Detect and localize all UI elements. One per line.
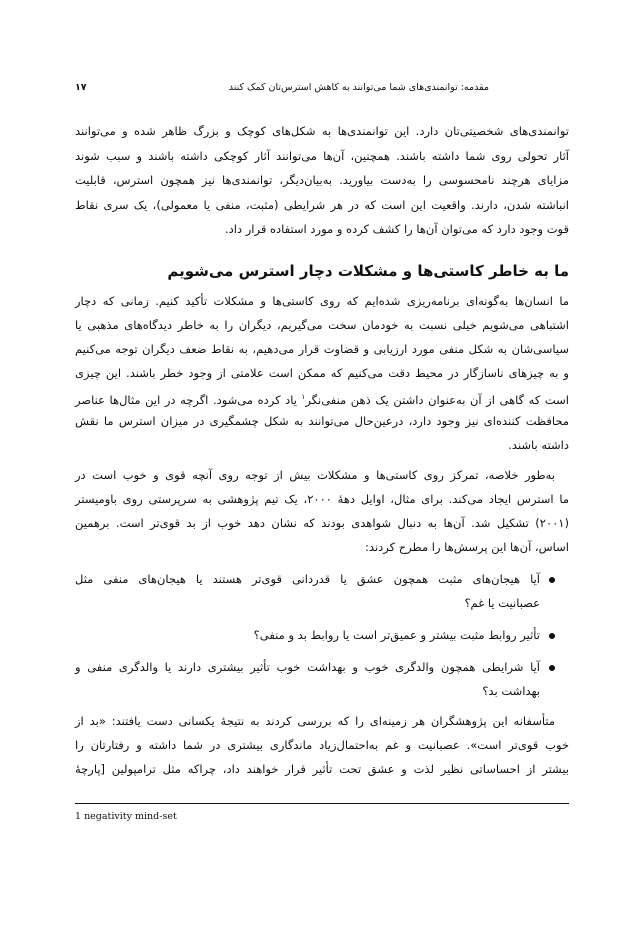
body-line: انباشته شدن، دارند. واقعیت این است که در هر شرایطی (مثبت، منفی یا معمولی)، یک سری نقاط <box>75 198 569 212</box>
body-line: اساس، آن‌ها این پرسش‌ها را مطرح کردند: <box>365 540 569 554</box>
section-heading: ما به خاطر کاستی‌ها و مشکلات دچار استرس می‌شویم <box>167 262 569 280</box>
body-text: یاد کرده می‌شود. اگرچه در این مثال‌ها عناصر <box>75 392 297 407</box>
body-line: ما انسان‌ها به‌گونه‌ای برنامه‌ریزی شده‌ایم که روی کاستی‌ها و مشکلات تأکید کنیم. زمانی که دچار <box>75 294 569 308</box>
body-line <box>75 389 569 408</box>
body-line: محافظت کننده‌ای نیز وجود دارد، درعین‌حال می‌توانند به شکل چشمگیری در میزان استرس ما نقش <box>75 414 569 428</box>
body-line: مزایای هرچند نامحسوسی را به‌دست بیاورید. به‌بیان‌دیگر، توانمندی‌ها نیز همچون استرس، قابلیت <box>75 173 569 187</box>
running-title: مقدمه: توانمندی‌های شما می‌توانند به کاهش استرس‌تان کمک کنند <box>228 82 489 93</box>
bullet-icon <box>549 633 555 639</box>
footnote: 1 negativity mind-set <box>75 811 177 822</box>
bullet-line: عصبانیت یا غم؟ <box>464 596 540 610</box>
body-line: و به چیزهای ناسازگار در محیط دقت می‌کنیم که ممکن است علامتی از وجود خطر باشند. این چیزی <box>75 366 569 380</box>
body-line: سیاسی‌شان به شکل منفی مورد ارزیابی و قضاوت قرار می‌دهیم، به نقاط ضعف دیگران توجه می‌کنیم <box>75 342 569 356</box>
bullet-line: آیا هیجان‌های مثبت همچون عشق یا قدردانی قوی‌تر هستند یا هیجان‌های منفی مثل <box>75 572 540 586</box>
body-line: متأسفانه این پژوهشگران هر زمینه‌ای را که بررسی کردند به نتیجهٔ یکسانی دست یافتند: «بد از <box>75 714 555 728</box>
bullet-line: آیا شرایطی همچون والدگری خوب و بهداشت خوب تأثیر بیشتری دارند یا والدگری منفی و <box>75 660 540 674</box>
footnote-divider <box>75 803 569 804</box>
body-line: بیشتر از احساساتی نظیر لذت و عشق تحت تأثیر قرار خواهند داد، چراکه مثل ترامپولین [پارچهٔ <box>75 762 569 776</box>
body-line: توانمندی‌های شخصیتی‌تان دارد. این توانمندی‌ها به شکل‌های کوچک و بزرگ ظاهر شده و می‌توانند <box>75 124 569 138</box>
body-line: (۲۰۰۱) تشکیل شد. آن‌ها به دنبال شواهدی بودند که نشان دهد خوب از بد قوی‌تر است. برهمین <box>75 516 569 530</box>
body-line: خوب قوی‌تر است». عصبانیت و غم به‌احتمال‌زیاد ماندگاری بیشتری در شما داشته و رفتارتان را <box>75 738 569 752</box>
bullet-line: تأثیر روابط مثبت بیشتر و عمیق‌تر است یا روابط بد و منفی؟ <box>253 628 540 642</box>
body-line: قوت وجود دارد که می‌توان آن‌ها را کشف کرده و مورد استفاده قرار داد. <box>224 222 569 236</box>
footnote-marker: ۱ <box>301 393 306 401</box>
page-number: ۱۷ <box>75 82 87 93</box>
body-line: به‌طور خلاصه، تمرکز روی کاستی‌ها و مشکلات بیش از توجه روی آنچه قوی و خوب است در <box>75 468 555 482</box>
body-line: آثار تحولی روی شما داشته باشند. همچنین، آن‌ها می‌توانند آثار کوچکی داشته باشند و سبب شوند <box>75 149 569 163</box>
body-line: اشتباهی می‌شویم خیلی نسبت به خودمان سخت می‌گیریم، دیگران را به خاطر دیدگاه‌های مذهبی یا <box>75 318 569 332</box>
bullet-line: بهداشت بد؟ <box>482 684 540 698</box>
body-text: است که گاهی از آن به‌عنوان داشتن یک ذهن منفی‌نگر <box>305 392 570 407</box>
body-line: ما استرس ایجاد می‌کند. برای مثال، اوایل دههٔ ۲۰۰۰، یک تیم پژوهشی به سرپرستی روی باومیستر <box>75 492 569 506</box>
bullet-icon <box>549 665 555 671</box>
body-line: داشته باشند. <box>508 438 569 452</box>
bullet-icon <box>549 577 555 583</box>
